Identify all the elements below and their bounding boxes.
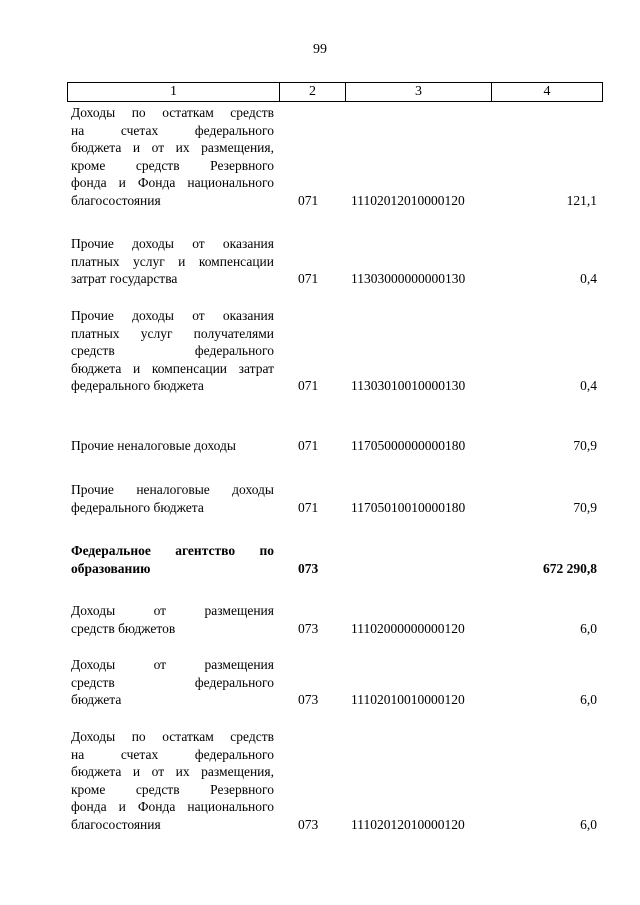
row-name-line: Доходы от размещения [71, 603, 274, 618]
row-name-line: федерального бюджета [71, 499, 204, 515]
row-amount: 121,1 [566, 192, 597, 208]
row-name [71, 307, 274, 395]
row-code: 073 [298, 560, 319, 576]
table-row-agency [71, 542, 601, 577]
row-name-line: Доходы по остаткам средств [71, 729, 274, 744]
row-name [71, 728, 274, 834]
row-name [71, 602, 274, 637]
row-amount: 6,0 [580, 816, 597, 832]
row-name-line: федерального бюджета [71, 378, 204, 394]
row-amount: 0,4 [580, 378, 597, 394]
row-code: 071 [298, 271, 319, 287]
row-name-line: фонда и Фонда национального [71, 175, 274, 191]
row-name-line: Федеральное агентство по [71, 543, 274, 558]
row-code: 071 [298, 438, 319, 453]
header-col-1: 1 [68, 83, 280, 101]
row-name-line: Доходы от размещения [71, 657, 274, 672]
header-col-3: 3 [346, 83, 492, 101]
row-kbk: 11102000000000120 [351, 620, 465, 636]
row-name-line: Прочие неналоговые доходы [71, 438, 236, 453]
row-name-line: фонда и Фонда национального [71, 799, 274, 815]
row-name [71, 481, 274, 516]
table-row [71, 602, 601, 637]
row-name-line: благосостояния [71, 192, 161, 208]
header-col-4: 4 [543, 84, 551, 99]
row-code: 071 [298, 499, 319, 515]
page-number: 99 [313, 42, 327, 57]
row-amount: 6,0 [580, 620, 597, 636]
row-amount: 70,9 [573, 438, 597, 453]
row-name [71, 437, 274, 455]
table-row [71, 481, 601, 516]
row-name-line: кроме средств Резервного [71, 781, 274, 797]
row-code: 073 [298, 692, 319, 708]
row-name-line: бюджета и компенсации затрат [71, 360, 274, 376]
table-row [71, 437, 601, 455]
row-kbk: 11303000000000130 [351, 271, 466, 287]
row-name-line: средств бюджетов [71, 620, 176, 636]
row-name-line: бюджета [71, 692, 122, 708]
row-name-line: средств федерального [71, 674, 274, 690]
table-row [71, 656, 601, 709]
row-name [71, 656, 274, 709]
row-name-line: на счетах федерального [71, 122, 274, 138]
row-name-line: на счетах федерального [71, 746, 274, 762]
row-code: 073 [298, 816, 319, 832]
row-kbk: 11705000000000180 [351, 438, 466, 453]
row-name-line: благосостояния [71, 816, 161, 832]
row-name-line: платных услуг получателями [71, 325, 274, 341]
table-row [71, 104, 601, 210]
table-row [71, 307, 601, 395]
row-name-line: Прочие неналоговые доходы [71, 482, 274, 497]
row-kbk: 11102010010000120 [351, 692, 465, 708]
row-name-line: Прочие доходы от оказания [71, 236, 274, 251]
row-amount: 70,9 [573, 499, 597, 515]
header-col-2: 2 [280, 83, 346, 101]
row-name-line: образованию [71, 560, 151, 576]
row-kbk: 11102012010000120 [351, 816, 465, 832]
row-name [71, 542, 274, 577]
table-row [71, 728, 601, 834]
row-kbk: 11102012010000120 [351, 192, 465, 208]
row-name-line: бюджета и от их размещения, [71, 140, 274, 156]
row-name-line: Доходы по остаткам средств [71, 105, 274, 120]
row-name [71, 235, 274, 288]
row-code: 071 [298, 378, 319, 394]
row-kbk: 11705010010000180 [351, 499, 466, 515]
row-code: 073 [298, 620, 319, 636]
row-name-line: средств федерального [71, 343, 274, 359]
row-name-line: кроме средств Резервного [71, 157, 274, 173]
row-name [71, 104, 274, 210]
row-kbk: 11303010010000130 [351, 378, 466, 394]
table-row [71, 235, 601, 288]
row-code: 071 [298, 192, 319, 208]
row-amount: 6,0 [580, 692, 597, 708]
row-name-line: затрат государства [71, 271, 178, 287]
row-name-line: платных услуг и компенсации [71, 253, 274, 269]
row-name-line: Прочие доходы от оказания [71, 308, 274, 323]
table-header [67, 82, 603, 102]
row-name-line: бюджета и от их размещения, [71, 764, 274, 780]
row-amount: 672 290,8 [543, 560, 597, 576]
row-amount: 0,4 [580, 271, 597, 287]
